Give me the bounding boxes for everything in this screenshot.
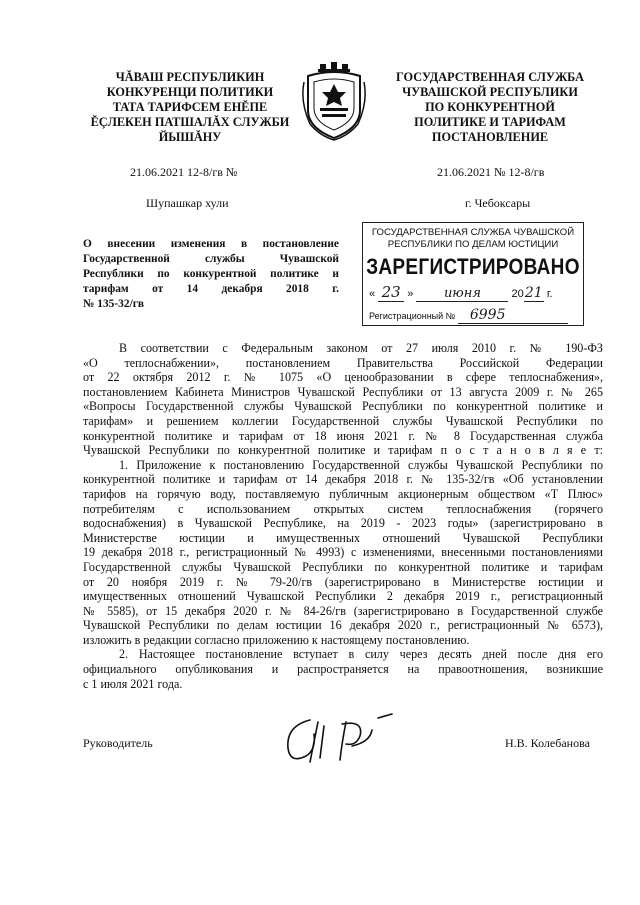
header-left-line: ĔÇЛЕКЕН ПАТШАЛĂХ СЛУЖБИ: [90, 115, 290, 129]
subject-line: Республики по конкурентной политике и: [83, 268, 339, 280]
body-line: изложить в редакции согласно приложению к настоящему постановлению.: [83, 632, 470, 647]
subject-line: О внесении изменения в постановление: [83, 238, 339, 250]
body-line: Государственной службы Чувашской Республики по конкурентной политике и тарифам: [83, 559, 603, 574]
body-line: с 1 июля 2021 года.: [83, 676, 183, 691]
stamp-year-unit: г.: [546, 288, 553, 300]
body-line: 2. Настоящее постановление вступает в силу через десять дней после дня его: [119, 647, 603, 662]
body-line: В соответствии с Федеральным законом от 27 июля 2010 г. № 190-ФЗ: [119, 341, 603, 355]
handwritten-signature-icon: [280, 712, 410, 766]
header-right-org-title: [390, 70, 590, 145]
stamp-title: ЗАРЕГИСТРИРОВАНО: [366, 255, 580, 280]
header-left-date-number: 21.06.2021 12-8/гв №: [130, 165, 238, 179]
stamp-quote-close: »: [407, 288, 414, 300]
registration-stamp: [362, 222, 584, 326]
stamp-quote-open: «: [369, 288, 376, 300]
body-line: Чувашской Республики по делам юстиции 16 декабря 2020 г., регистрационный № 6573),: [83, 618, 603, 633]
body-line: 19 декабря 2018 г., регистрационный № 4993) с изменениями, внесенными постановлениями: [83, 545, 603, 560]
stamp-registration: [369, 307, 568, 324]
subject-line: Государственной службы Чувашской: [83, 253, 339, 265]
header-left-org-title: [90, 70, 290, 145]
header-left-line: ЧĂВАШ РЕСПУБЛИКИН: [115, 70, 265, 84]
stamp-date: [369, 283, 553, 302]
header-right-line: ПО КОНКУРЕНТНОЙ: [425, 100, 555, 114]
stamp-org-line: РЕСПУБЛИКИ ПО ДЕЛАМ ЮСТИЦИИ: [387, 239, 559, 250]
body-line: от 20 ноября 2019 г. № 79-20/гв (зарегистрировано в Министерстве юстиции и: [83, 574, 603, 589]
body-line: конкурентной политике и тарифам от 18 июня 2021 г. № 8 Государственная служба: [83, 428, 603, 443]
body-line: Министерстве юстиции и имущественных отношений Чувашской Республики: [83, 530, 603, 545]
body-line: конкурентной политике и тарифам от 14 декабря 2018 г. № 135-32/гв «Об установлении: [83, 472, 603, 487]
stamp-reg-label: Регистрационный №: [369, 311, 456, 321]
header-left-place: Шупашкар хули: [146, 196, 229, 210]
body-line: «Вопросы Государственной службы Чувашской Республики по конкурентной политике и: [83, 399, 603, 414]
stamp-month: июня: [416, 286, 508, 302]
stamp-year-suffix: 21: [524, 285, 543, 301]
header-left-line: ТАТА ТАРИФСЕМ ЕНĔПЕ: [112, 100, 268, 114]
stamp-org: [363, 227, 583, 251]
header-right-line: ГОСУДАРСТВЕННАЯ СЛУЖБА: [396, 70, 584, 84]
signer-name: Н.В. Колебанова: [505, 736, 590, 750]
body-line: тарифов на горячую воду, поставляемую публичным акционерным обществом «Т Плюс»: [83, 486, 603, 501]
header-left-line: ЙЫШĂНУ: [158, 130, 222, 144]
header-right-line: ПОЛИТИКЕ И ТАРИФАМ: [414, 115, 566, 129]
body-line: Чувашской Республики по конкурентной политике и тарифам п о с т а н о в л я е т:: [83, 443, 603, 458]
body-line: «О теплоснабжении», постановлением Правительства Российской Федерации: [83, 355, 603, 370]
stamp-org-line: ГОСУДАРСТВЕННАЯ СЛУЖБА ЧУВАШСКОЙ: [371, 227, 575, 238]
subject-line: № 135-32/гв: [83, 298, 145, 310]
stamp-day: 23: [378, 283, 404, 302]
signer-position: Руководитель: [83, 736, 153, 750]
body-line: потребителям с использованием открытых систем теплоснабжения (горячего: [83, 501, 603, 516]
document-subject: [83, 237, 339, 312]
body-line: постановлением Кабинета Министров Чувашской Республики от 13 августа 2009 г. № 265: [83, 384, 603, 399]
header-right-line: ЧУВАШСКОЙ РЕСПУБЛИКИ: [402, 85, 578, 99]
body-line: официального опубликования и распространяется на правоотношения, возникшие: [83, 662, 603, 677]
body-line: от 22 октября 2012 г. № 1075 «О ценообразовании в сфере теплоснабжения»,: [83, 370, 603, 385]
body-line: № 5585), от 15 декабря 2020 г. № 84-26/гв (зарегистрировано в Государственной службе: [83, 603, 603, 618]
document-body: [83, 341, 603, 691]
subject-line: тарифам от 14 декабря 2018 г.: [83, 283, 339, 295]
body-line: водоснабжения) в Чувашской Республике, на 2019 - 2023 годы» (зарегистрировано в: [83, 516, 603, 531]
header-right-place: г. Чебоксары: [465, 196, 531, 210]
header-left-line: КОНКУРЕНЦИ ПОЛИТИКИ: [106, 85, 274, 99]
body-line: 1. Приложение к постановлению Государственной службы Чувашской Республики по: [119, 457, 603, 472]
header-right-date-number: 21.06.2021 № 12-8/гв: [437, 165, 545, 179]
chuvash-emblem-icon: [300, 62, 368, 142]
body-line: имущественных отношений Чувашской Республики 2 декабря 2019 г., регистрационный: [83, 589, 603, 604]
header-right-line: ПОСТАНОВЛЕНИЕ: [431, 130, 549, 144]
stamp-year-prefix: 20: [511, 288, 524, 300]
stamp-reg-number: 6995: [458, 307, 568, 324]
body-line: тарифам» и решением коллегии Государственной службы Чувашской Республики по: [83, 413, 603, 428]
